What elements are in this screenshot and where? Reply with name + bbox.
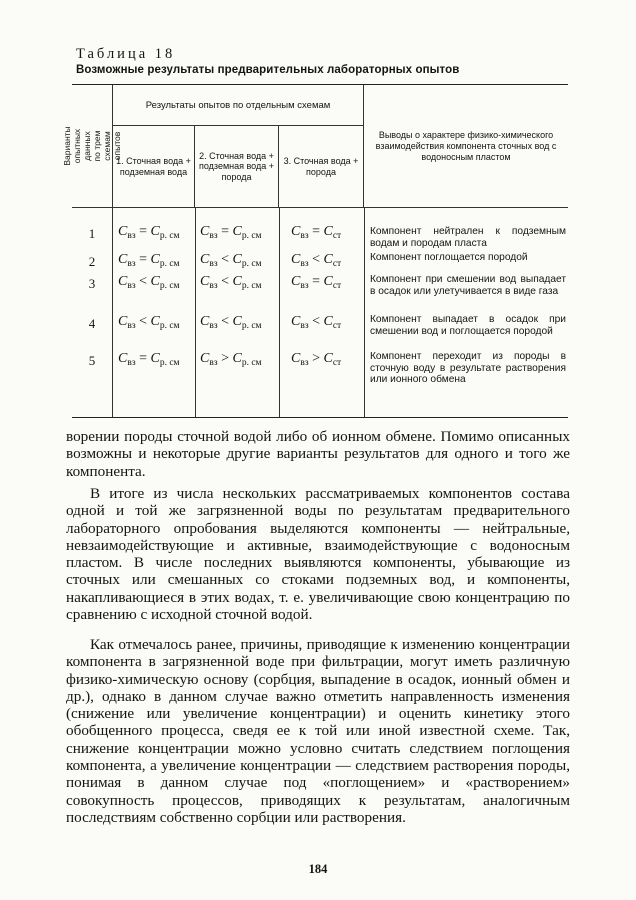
formula-cell: $C_{вз} < C_{р. см}$ xyxy=(200,252,262,269)
formula-cell: $C_{вз} < C_{р. см}$ xyxy=(200,314,262,331)
formula-cell: $C_{вз} = C_{р. см}$ xyxy=(200,224,262,241)
header-conclusions: Выводы о характере физико-химического взаимодействия компонента сточных вод с водоносным пластом xyxy=(375,129,557,162)
header-variants-label: Варианты опытных данных по трем схемам опытов xyxy=(62,126,122,166)
row-number: 3 xyxy=(88,276,96,291)
formula-cell: $C_{вз} = C_{ст}$ xyxy=(291,224,342,241)
column-divider xyxy=(112,208,113,417)
formula-cell: $C_{вз} < C_{ст}$ xyxy=(291,314,342,331)
header-scheme-1: 1. Сточная вода + подземная вода xyxy=(113,126,195,207)
conclusion-cell: Компонент нейтрален к подземным водам и породам пласта xyxy=(370,226,566,249)
formula-cell: $C_{вз} = C_{р. см}$ xyxy=(118,252,180,269)
formula-cell: $C_{вз} = C_{р. см}$ xyxy=(118,224,180,241)
formula-cell: $C_{вз} < C_{р. см}$ xyxy=(200,274,262,291)
formula-cell: $C_{вз} > C_{р. см}$ xyxy=(200,351,262,368)
paragraph-1: ворении породы сточной водой либо об ионном обмене. Помимо описанных возможны и некоторые другие варианты результатов для одного и того же компонента. xyxy=(66,428,570,480)
formula-cell: $C_{вз} < C_{р. см}$ xyxy=(118,314,180,331)
header-scheme-2: 2. Сточная вода + подземная вода + порода xyxy=(195,126,279,207)
formula-cell: $C_{вз} > C_{ст}$ xyxy=(291,351,342,368)
formula-cell: $C_{вз} = C_{р. см}$ xyxy=(118,351,180,368)
conclusion-cell: Компонент выпадает в осадок при смешении вод и поглощается породой xyxy=(370,314,566,337)
header-variants xyxy=(62,85,122,207)
column-divider xyxy=(364,208,365,417)
conclusion-cell: Компонент переходит из породы в сточную воду в результате растворения или ионного обмена xyxy=(370,351,566,386)
formula-cell: $C_{вз} < C_{р. см}$ xyxy=(118,274,180,291)
conclusion-cell: Компонент поглощается породой xyxy=(370,252,528,263)
table-bottom-rule xyxy=(72,417,568,418)
row-number: 5 xyxy=(88,353,96,368)
table-number: Таблица 18 xyxy=(76,46,176,62)
body-text xyxy=(66,636,570,826)
page-number: 184 xyxy=(308,862,328,876)
header-bottom-rule xyxy=(72,207,568,208)
column-divider xyxy=(195,208,196,417)
header-results-group: Результаты опытов по отдельным схемам xyxy=(113,85,364,126)
conclusion-cell: Компонент при смешении вод выпадает в осадок или улетучивается в виде газа xyxy=(370,274,566,297)
row-number: 4 xyxy=(88,316,96,331)
body-text xyxy=(66,428,570,480)
header-scheme-3: 3. Сточная вода + порода xyxy=(279,126,364,207)
body-text xyxy=(66,485,570,623)
row-number: 2 xyxy=(88,254,96,269)
table-title: Возможные результаты предварительных лабораторных опытов xyxy=(76,64,460,76)
paragraph-3: Как отмечалось ранее, причины, приводящие к изменению концентрации компонента в загрязненной воде при фильтрации, могут иметь различную физико-химическую основу (сорбция, выпадение в осадок, ионный обмен и др.), однако в данном случае важно отметить направленность изменения (снижение или увеличение концентрации) и оценить кинетику этого обобщенного процесса, сведя ее к той или иной известной схеме. Так, снижение концентрации можно условно считать следствием поглощения компонента, а увеличение концентрации — следствием растворения породы, понимая в данном случае под «поглощением» и «растворением» совокупность процессов, приводящих к результатам, аналогичным последствиям собственно сорбции или растворения. xyxy=(66,636,570,826)
formula-cell: $C_{вз} < C_{ст}$ xyxy=(291,252,342,269)
column-divider xyxy=(279,208,280,417)
formula-cell: $C_{вз} = C_{ст}$ xyxy=(291,274,342,291)
paragraph-2: В итоге из числа нескольких рассматриваемых компонентов состава одной и той же загрязненной воды по результатам предварительного лабораторного опробования выделяются компоненты — нейтральные, невзаимодействующие и активные, взаимодействующие с водоносным пластом. В числе последних выявляются компоненты, убывающие из сточных или смешанных со стоками подземных вод, и компоненты, накапливающиеся в этих водах, т. е. увеличивающие свою концентрацию по сравнению с исходной сточной водой. xyxy=(66,485,570,624)
row-number: 1 xyxy=(88,226,96,241)
